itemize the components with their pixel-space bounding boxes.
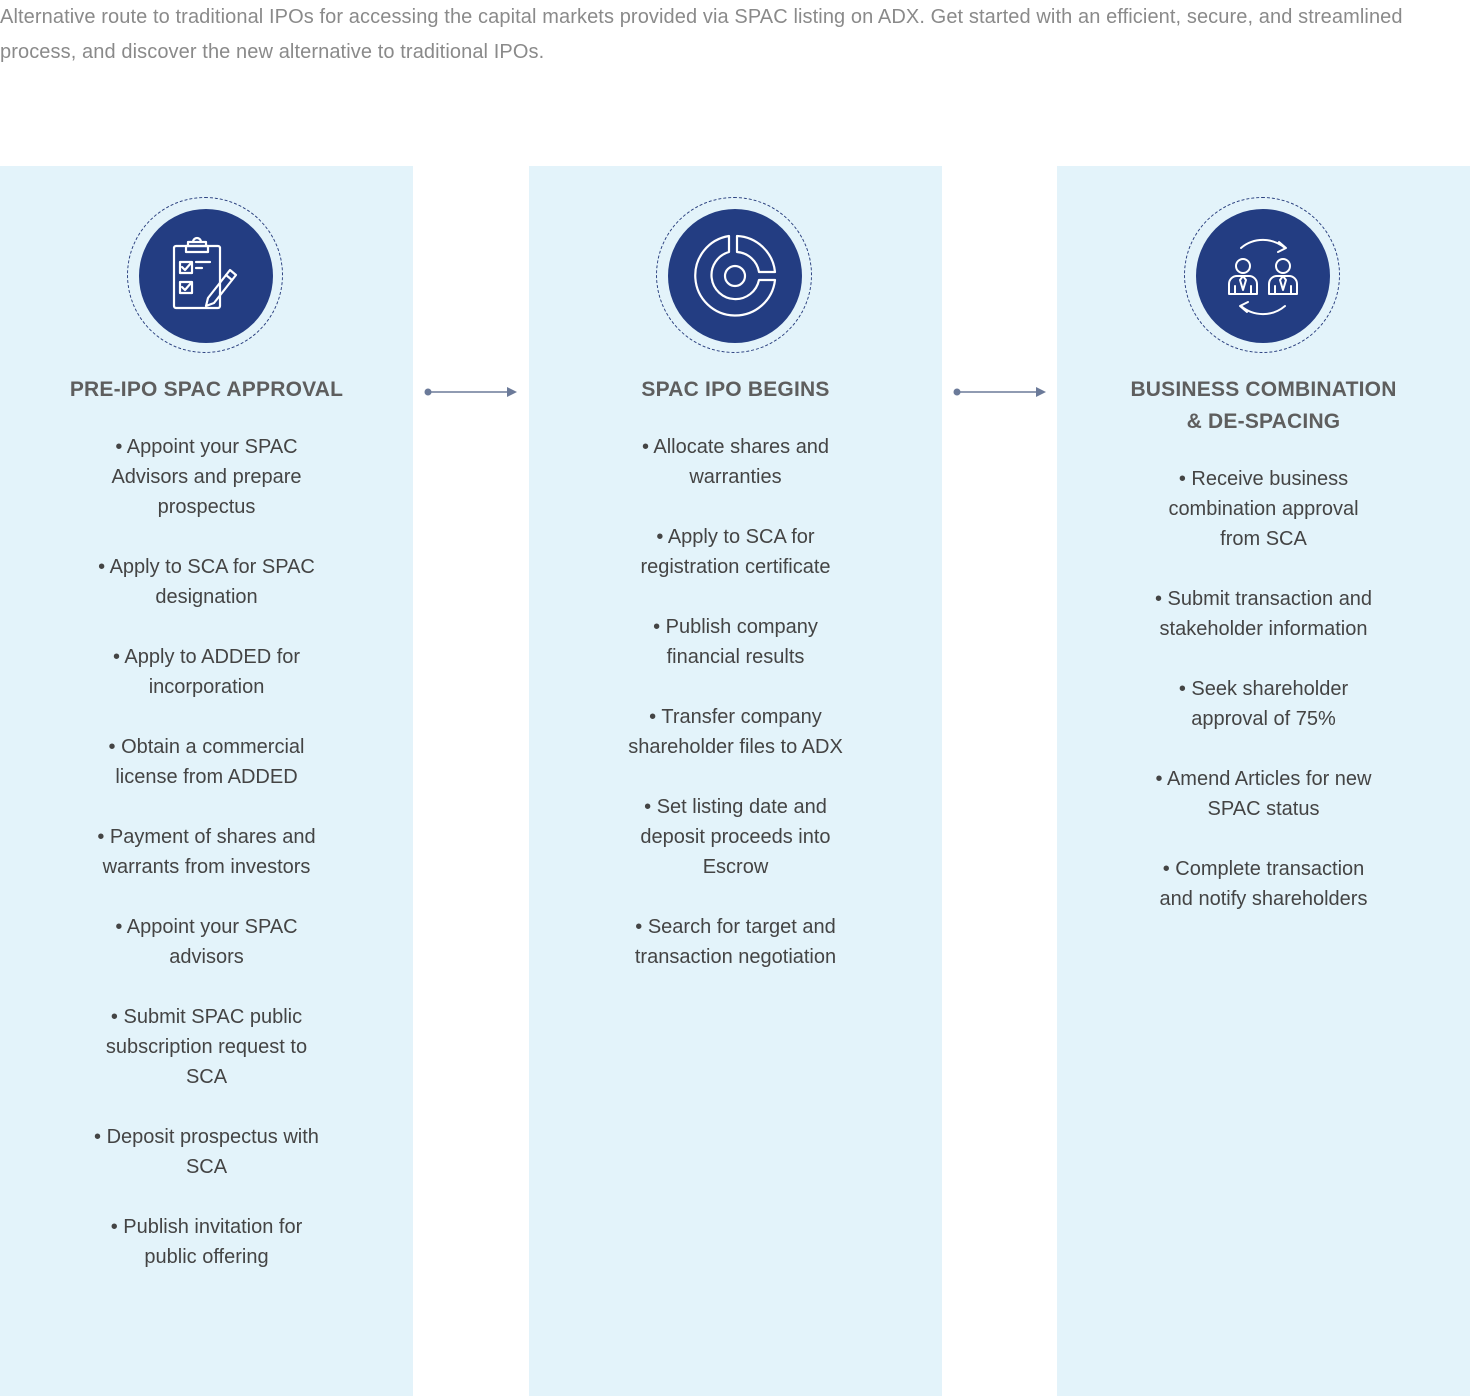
stage-icon-disc: [668, 209, 802, 343]
stage-icon-disc: [1196, 209, 1330, 343]
list-item: • Apply to SCA for registration certificate: [640, 526, 831, 578]
list-item: • Apply to ADDED for incorporation: [112, 646, 301, 698]
list-item: • Seek shareholder approval of 75%: [1178, 678, 1349, 730]
list-item: • Publish company financial results: [653, 616, 818, 668]
list-item: • Submit SPAC public subscription request to SCA: [105, 1006, 308, 1088]
list-item: • Amend Articles for new SPAC status: [1155, 768, 1372, 820]
list-item: • Deposit prospectus with SCA: [94, 1126, 319, 1178]
business-exchange-icon: [1213, 226, 1313, 326]
step-list: [0, 432, 413, 1302]
stage-title: PRE-IPO SPAC APPROVAL: [69, 378, 344, 401]
list-item: • Complete transaction and notify shareholders: [1159, 858, 1368, 910]
list-item: • Publish invitation for public offering: [110, 1216, 303, 1268]
stage-title-line-1: BUSINESS COMBINATION: [1130, 378, 1397, 401]
flow-arrow-icon: [952, 385, 1048, 399]
stage-icon-ring: [656, 197, 812, 353]
list-item: • Appoint your SPAC advisors: [115, 916, 298, 968]
stage-title: [1057, 374, 1470, 438]
list-item: • Payment of shares and warrants from investors: [97, 826, 316, 878]
stage-pre-ipo-spac-approval: [0, 166, 413, 1396]
step-list: [529, 432, 942, 1002]
list-item: • Apply to SCA for SPAC designation: [98, 556, 315, 608]
flow-arrow-icon: [423, 385, 519, 399]
stage-title-line-2: & DE-SPACING: [1186, 410, 1341, 433]
checklist-pencil-icon: [160, 230, 252, 322]
stage-spac-ipo-begins: [529, 166, 942, 1396]
list-item: • Search for target and transaction negotiation: [634, 916, 837, 968]
list-item: • Allocate shares and warranties: [641, 436, 830, 488]
list-item: • Set listing date and deposit proceeds into Escrow: [640, 796, 831, 878]
stage-business-combination: [1057, 166, 1470, 1396]
stage-icon-ring: [127, 197, 283, 353]
list-item: • Receive business combination approval from SCA: [1168, 468, 1359, 550]
stage-title: SPAC IPO BEGINS: [641, 378, 830, 401]
stage-icon-disc: [139, 209, 273, 343]
list-item: • Submit transaction and stakeholder information: [1154, 588, 1373, 640]
intro-paragraph: Alternative route to traditional IPOs for accessing the capital markets provided via SPAC listing on ADX. Get started with an efficient, secure, and streamlined process, and discover the new alternative to traditional IPOs.: [0, 6, 1403, 63]
donut-chart-icon: [689, 230, 781, 322]
step-list: [1057, 464, 1470, 944]
stage-icon-ring: [1184, 197, 1340, 353]
list-item: • Appoint your SPAC Advisors and prepare prospectus: [111, 436, 302, 518]
list-item: • Transfer company shareholder files to ADX: [628, 706, 843, 758]
list-item: • Obtain a commercial license from ADDED: [108, 736, 305, 788]
